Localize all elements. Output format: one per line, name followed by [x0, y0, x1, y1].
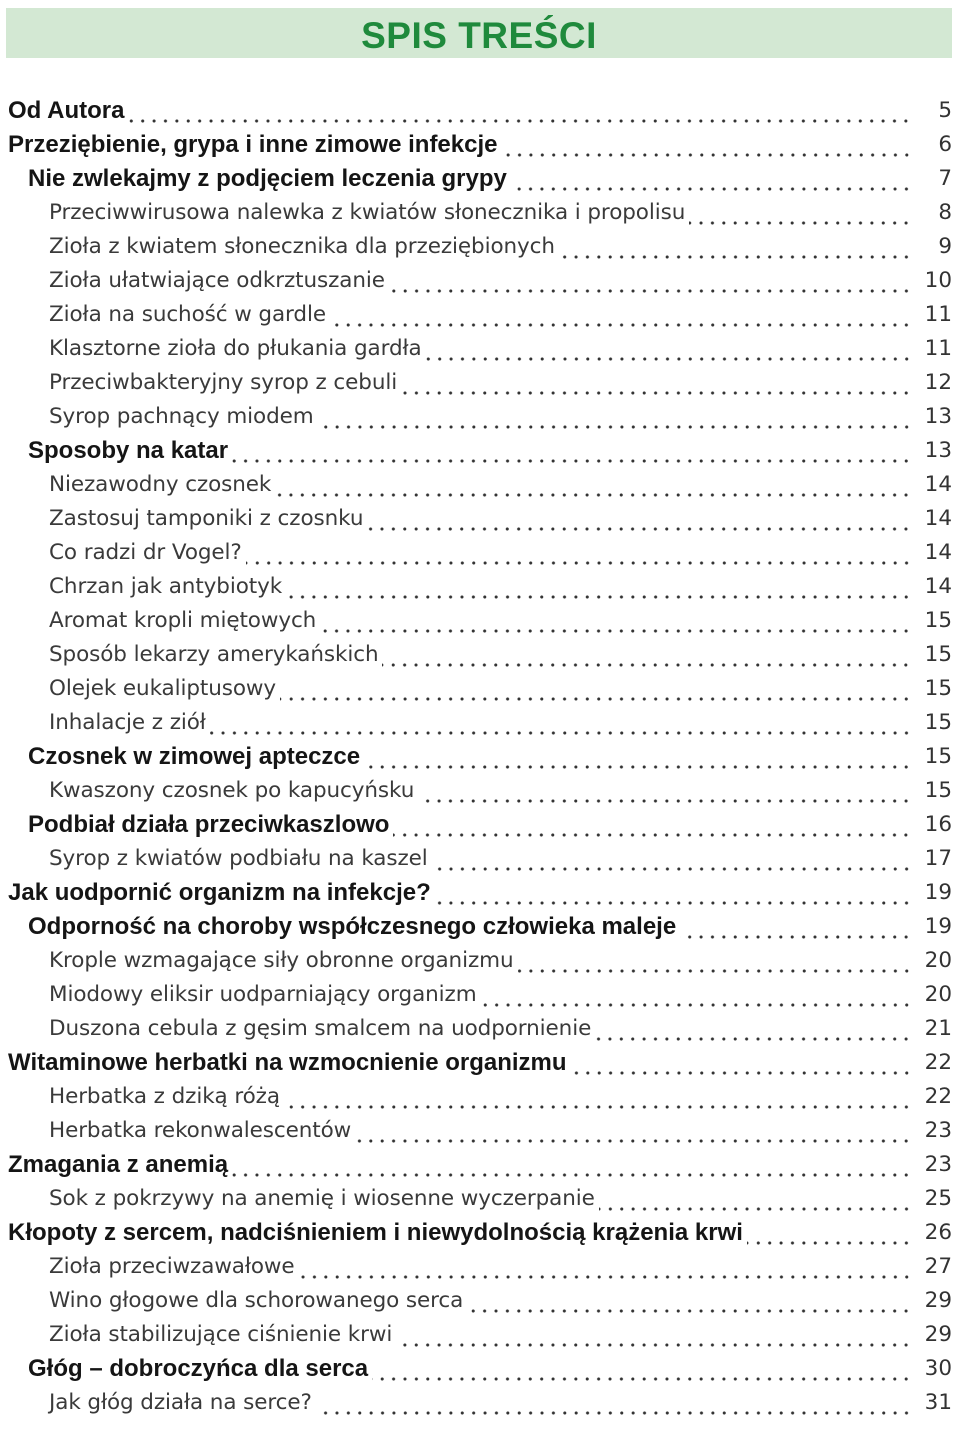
toc-entry[interactable] [8, 502, 952, 536]
toc-entry-title: Zioła przeciwzawałowe [49, 1254, 295, 1279]
toc-entry[interactable] [8, 672, 952, 706]
toc-entry-title: Niezawodny czosnek [49, 472, 272, 497]
toc-entry-title: Kwaszony czosnek po kapucyńsku [49, 778, 415, 803]
toc-entry-page-number: 5 [938, 98, 952, 123]
dot-leader [432, 842, 912, 876]
toc-entry-title: Przeziębienie, grypa i inne zimowe infekcje [8, 131, 498, 158]
toc-entry-page-number: 13 [924, 438, 952, 463]
toc-entry-page-number: 15 [924, 676, 952, 701]
toc-entry-title: Miodowy eliksir uodparniający organizm [49, 982, 477, 1007]
toc-entry[interactable] [8, 1386, 952, 1420]
toc-entry-title: Herbatka z dziką różą [49, 1084, 280, 1109]
toc-entry[interactable] [8, 94, 952, 128]
toc-entry-title: Jak głóg działa na serce? [49, 1390, 312, 1415]
toc-entry-title: Chrzan jak antybiotyk [49, 574, 283, 599]
toc-entry[interactable] [8, 638, 952, 672]
toc-entry[interactable] [8, 1046, 952, 1080]
toc-entry-title: Sposoby na katar [28, 437, 229, 464]
toc-entry-title: Głóg – dobroczyńca dla serca [28, 1355, 369, 1382]
toc-entry-title: Zioła stabilizujące ciśnienie krwi [49, 1322, 393, 1347]
toc-entry[interactable] [8, 842, 952, 876]
toc-entry-page-number: 25 [924, 1186, 952, 1211]
toc-entry-page-number: 14 [924, 574, 952, 599]
toc-entry[interactable] [8, 400, 952, 434]
toc-entry[interactable] [8, 604, 952, 638]
dot-leader [286, 570, 912, 604]
dot-leader [382, 638, 912, 672]
toc-entry[interactable] [8, 944, 952, 978]
dot-leader [372, 1352, 912, 1386]
toc-entry-page-number: 23 [924, 1118, 952, 1143]
toc-entry-title: Zioła z kwiatem słonecznika dla przeziębionych [49, 234, 555, 259]
toc-entry-page-number: 19 [924, 880, 952, 905]
dot-leader [747, 1216, 912, 1250]
dot-leader [355, 1114, 912, 1148]
dot-leader [435, 876, 912, 910]
toc-entry-title: Przeciwbakteryjny syrop z cebuli [49, 370, 398, 395]
toc-entry[interactable] [8, 366, 952, 400]
dot-leader [330, 298, 912, 332]
toc-entry-page-number: 12 [924, 370, 952, 395]
toc-entry[interactable] [8, 468, 952, 502]
toc-entry-page-number: 15 [924, 642, 952, 667]
toc-entry-page-number: 14 [924, 472, 952, 497]
dot-leader [232, 1148, 912, 1182]
toc-entry-page-number: 10 [924, 268, 952, 293]
toc-entry-page-number: 14 [924, 540, 952, 565]
dot-leader [318, 400, 912, 434]
toc-entry[interactable] [8, 332, 952, 366]
toc-entry[interactable] [8, 978, 952, 1012]
dot-leader [418, 774, 912, 808]
toc-entry-page-number: 19 [924, 914, 952, 939]
toc-entry[interactable] [8, 230, 952, 264]
toc-entry-page-number: 13 [924, 404, 952, 429]
toc-entry-page-number: 15 [924, 710, 952, 735]
toc-entry-title: Herbatka rekonwalescentów [49, 1118, 352, 1143]
dot-leader [316, 1386, 912, 1420]
dot-leader [299, 1250, 912, 1284]
dot-leader [389, 264, 912, 298]
toc-entry-page-number: 15 [924, 608, 952, 633]
toc-entry-title: Witaminowe herbatki na wzmocnienie organizmu [8, 1049, 567, 1076]
toc-entry-title: Czosnek w zimowej apteczce [28, 743, 361, 770]
toc-entry-title: Podbiał działa przeciwkaszlowo [28, 811, 390, 838]
toc-entry[interactable] [8, 1012, 952, 1046]
dot-leader [246, 536, 912, 570]
toc-entry-title: Kłopoty z sercem, nadciśnieniem i niewydolnością krążenia krwi [8, 1219, 743, 1246]
toc-entry[interactable] [8, 1080, 952, 1114]
dot-leader [559, 230, 912, 264]
toc-entry-page-number: 17 [924, 846, 952, 871]
dot-leader [367, 502, 912, 536]
toc-entry-page-number: 6 [938, 132, 952, 157]
dot-leader [467, 1284, 912, 1318]
toc-entry-page-number: 27 [924, 1254, 952, 1279]
toc-entry-title: Zioła ułatwiające odkrztuszanie [49, 268, 385, 293]
toc-entry-title: Zioła na suchość w gardle [49, 302, 326, 327]
dot-leader [210, 706, 912, 740]
toc-header-band [6, 8, 952, 58]
toc-entry-page-number: 22 [924, 1084, 952, 1109]
toc-entry-title: Sok z pokrzywy na anemię i wiosenne wyczerpanie [49, 1186, 595, 1211]
dot-leader [426, 332, 912, 366]
toc-entry-page-number: 15 [924, 778, 952, 803]
toc-entry[interactable] [8, 706, 952, 740]
toc-entry[interactable] [8, 1352, 952, 1386]
toc-entry-page-number: 29 [924, 1322, 952, 1347]
toc-entry-title: Syrop pachnący miodem [49, 404, 314, 429]
toc-entry[interactable] [8, 1114, 952, 1148]
dot-leader [571, 1046, 912, 1080]
toc-entry[interactable] [8, 1250, 952, 1284]
toc-entry-title: Sposób lekarzy amerykańskich [49, 642, 379, 667]
dot-leader [680, 910, 912, 944]
dot-leader [599, 1182, 912, 1216]
toc-entry[interactable] [8, 1318, 952, 1352]
toc-entry[interactable] [8, 774, 952, 808]
dot-leader [401, 366, 912, 400]
toc-entry-title: Klasztorne zioła do płukania gardła [49, 336, 422, 361]
toc-entry-title: Olejek eukaliptusowy [49, 676, 277, 701]
toc-entry[interactable] [8, 536, 952, 570]
dot-leader [511, 162, 912, 196]
toc-entry[interactable] [8, 1216, 952, 1250]
toc-entry-title: Duszona cebula z gęsim smalcem na uodpornienie [49, 1016, 592, 1041]
toc-entry-page-number: 16 [924, 812, 952, 837]
toc-entry-title: Co radzi dr Vogel? [49, 540, 242, 565]
toc-entry-page-number: 30 [924, 1356, 952, 1381]
toc-entry-title: Zastosuj tamponiki z czosnku [49, 506, 364, 531]
toc-entry-title: Wino głogowe dla schorowanego serca [49, 1288, 464, 1313]
toc-entry-title: Inhalacje z ziół [49, 710, 206, 735]
toc-entry-title: Odporność na choroby współczesnego człowieka maleje [28, 913, 677, 940]
toc-entry[interactable] [8, 434, 952, 468]
toc-entry-title: Przeciwwirusowa nalewka z kwiatów słonecznika i propolisu [49, 200, 686, 225]
toc-entry[interactable] [8, 740, 952, 774]
dot-leader [518, 944, 912, 978]
dot-leader [275, 468, 912, 502]
toc-entry-page-number: 23 [924, 1152, 952, 1177]
toc-entry-page-number: 26 [924, 1220, 952, 1245]
toc-entry-title: Krople wzmagające siły obronne organizmu [49, 948, 514, 973]
toc-entry-title: Nie zwlekajmy z podjęciem leczenia grypy [28, 165, 507, 192]
toc-entry-page-number: 15 [924, 744, 952, 769]
toc-entry-page-number: 14 [924, 506, 952, 531]
toc-entry[interactable] [8, 1182, 952, 1216]
toc-entry-page-number: 29 [924, 1288, 952, 1313]
dot-leader [393, 808, 912, 842]
dot-leader [502, 128, 913, 162]
toc-entry-title: Syrop z kwiatów podbiału na kaszel [49, 846, 428, 871]
toc-entry-page-number: 20 [924, 982, 952, 1007]
toc-entry[interactable] [8, 162, 952, 196]
toc-entry-page-number: 22 [924, 1050, 952, 1075]
dot-leader [320, 604, 912, 638]
toc-entry[interactable] [8, 808, 952, 842]
dot-leader [364, 740, 912, 774]
toc-entry-page-number: 11 [924, 336, 952, 361]
dot-leader [689, 196, 912, 230]
toc-entry-page-number: 8 [938, 200, 952, 225]
toc-entry-title: Aromat kropli miętowych [49, 608, 317, 633]
toc-entry[interactable] [8, 196, 952, 230]
toc-entry[interactable] [8, 298, 952, 332]
dot-leader [595, 1012, 912, 1046]
toc-entry-title: Jak uodpornić organizm na infekcje? [8, 879, 431, 906]
toc-entry[interactable] [8, 1284, 952, 1318]
dot-leader [128, 94, 912, 128]
toc-entry[interactable] [8, 876, 952, 910]
toc-entry-page-number: 9 [938, 234, 952, 259]
toc-entry-page-number: 11 [924, 302, 952, 327]
dot-leader [481, 978, 912, 1012]
dot-leader [396, 1318, 912, 1352]
toc-entry[interactable] [8, 128, 952, 162]
dot-leader [280, 672, 912, 706]
toc-entry-page-number: 21 [924, 1016, 952, 1041]
toc-entry[interactable] [8, 264, 952, 298]
toc-entry[interactable] [8, 910, 952, 944]
dot-leader [284, 1080, 912, 1114]
toc-entry-title: Zmagania z anemią [8, 1151, 229, 1178]
page-title: SPIS TREŚCI [361, 14, 597, 56]
toc-entry-title: Od Autora [8, 97, 125, 124]
toc-entry[interactable] [8, 1148, 952, 1182]
toc-entry[interactable] [8, 570, 952, 604]
dot-leader [232, 434, 912, 468]
toc-entry-page-number: 20 [924, 948, 952, 973]
table-of-contents [8, 94, 952, 1420]
toc-entry-page-number: 7 [938, 166, 952, 191]
toc-entry-page-number: 31 [924, 1390, 952, 1415]
